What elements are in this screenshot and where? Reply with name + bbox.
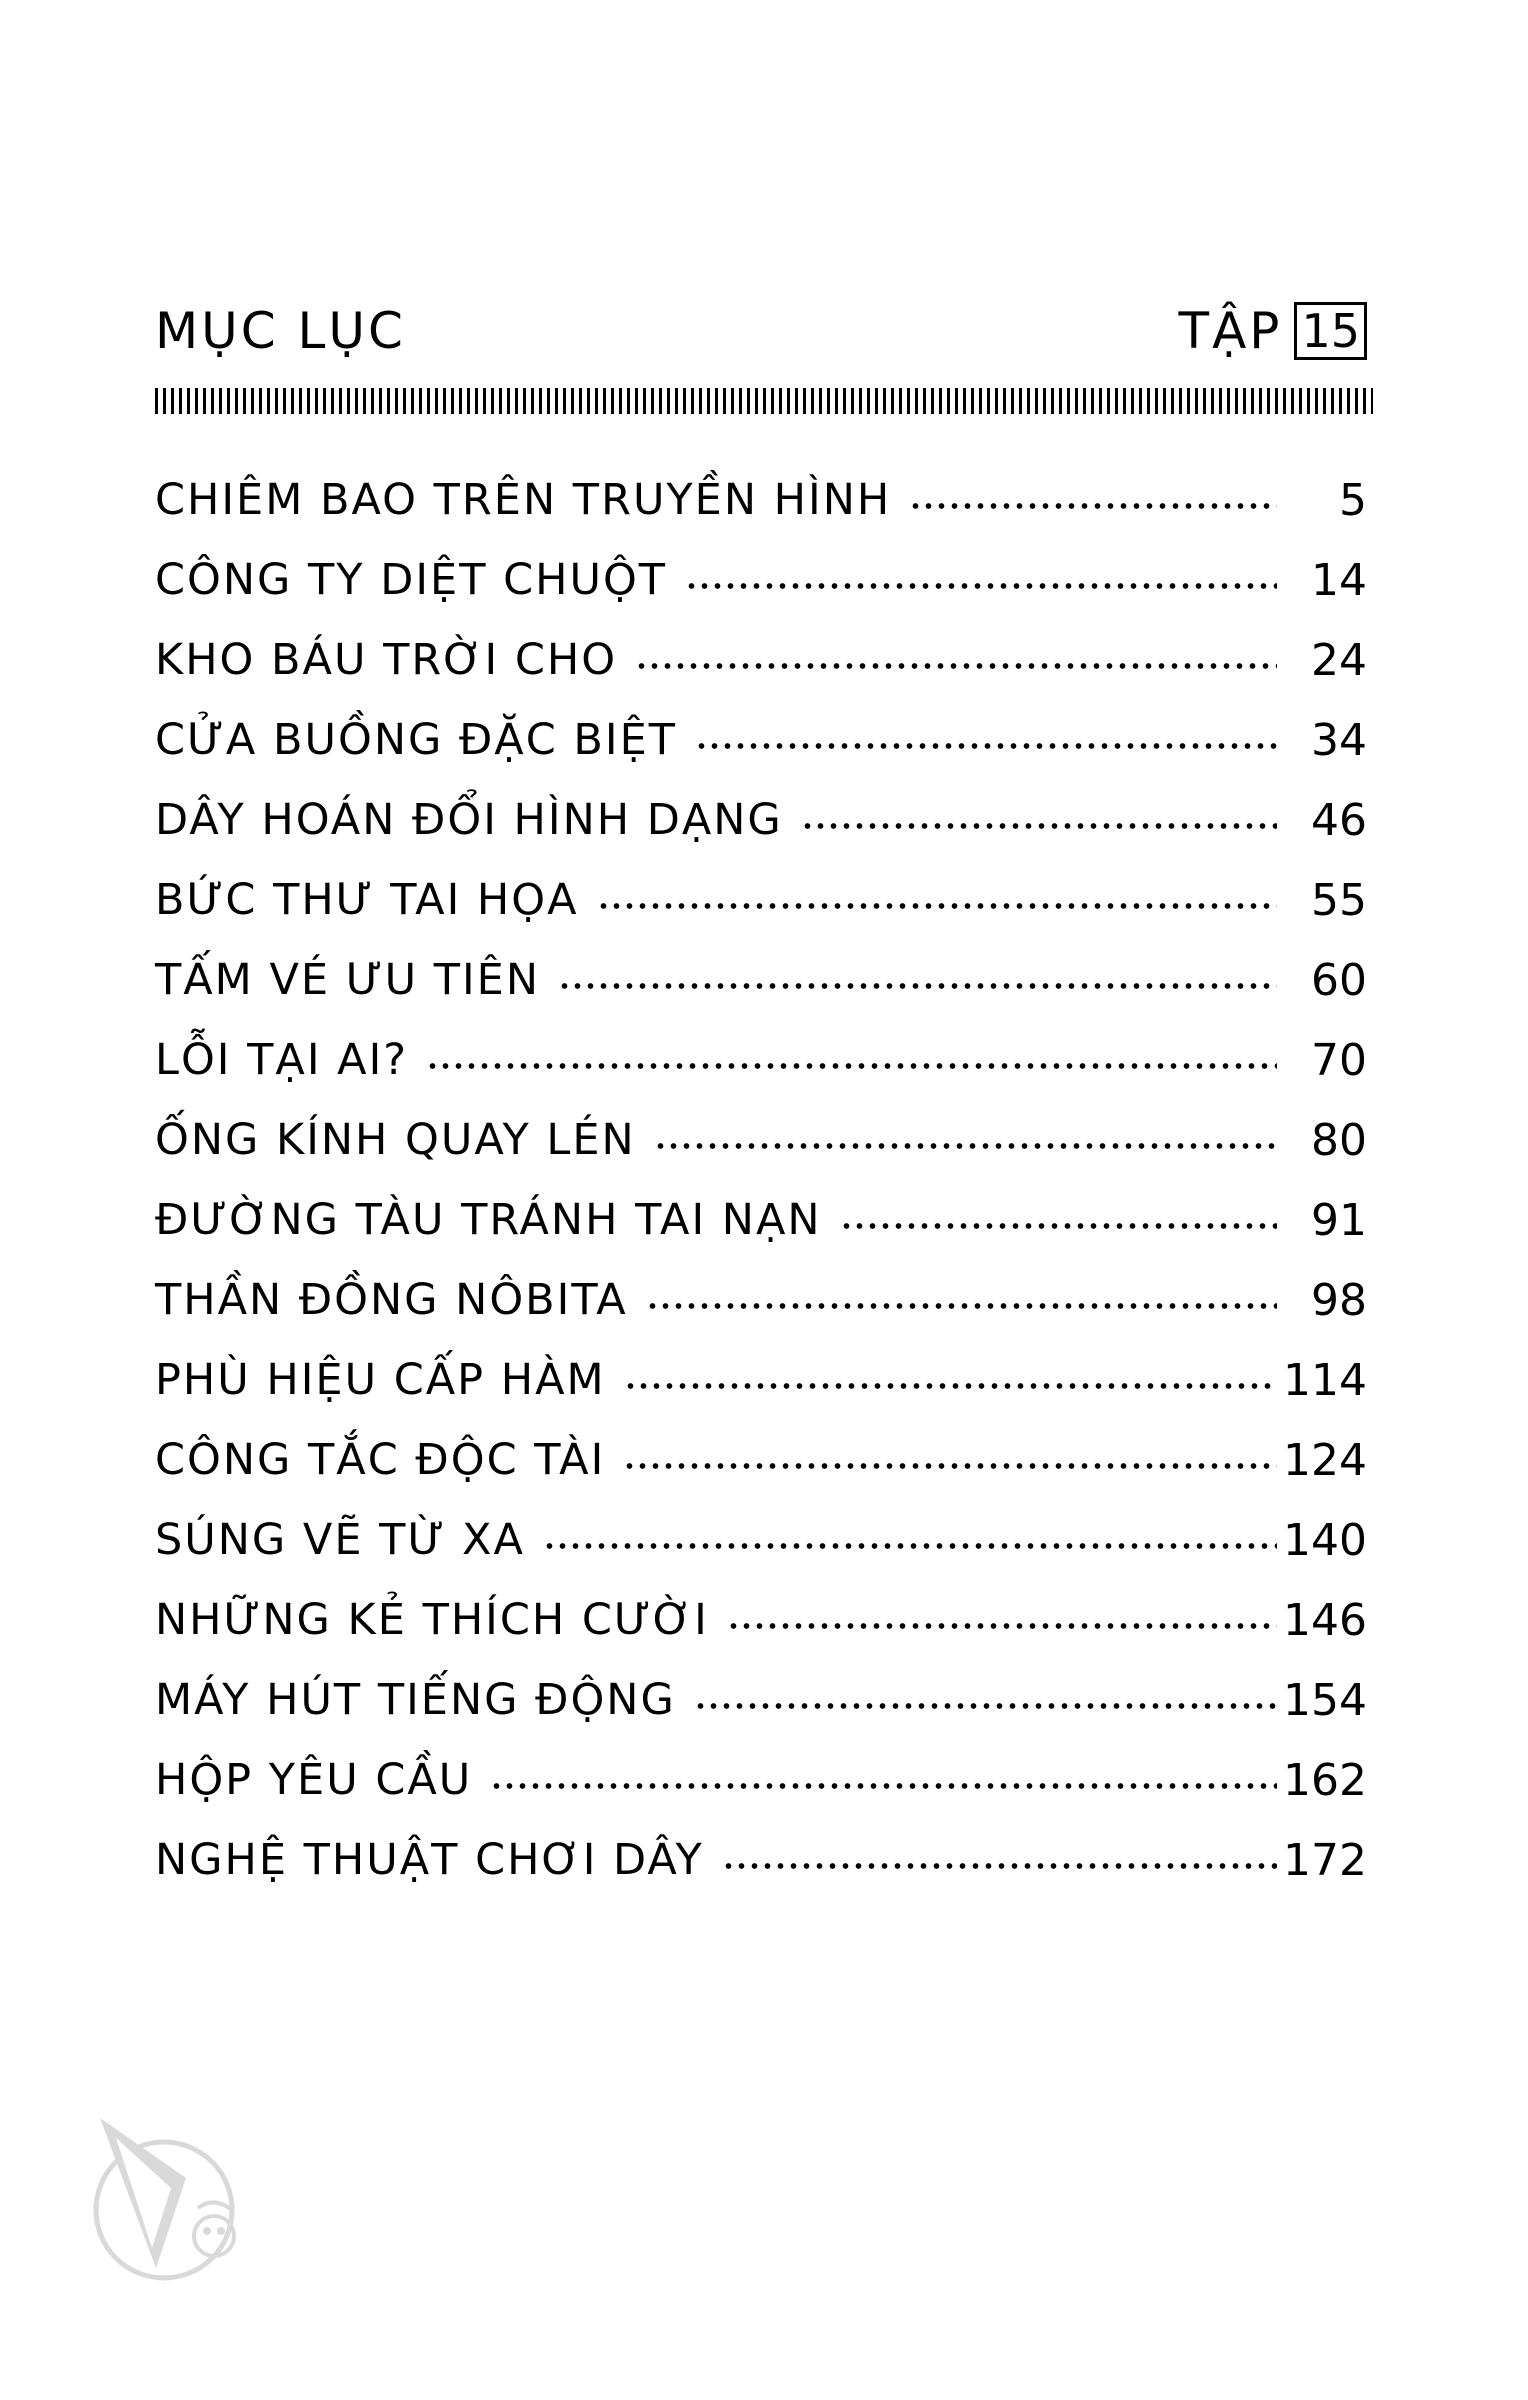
toc-dot-leader <box>685 582 1277 590</box>
toc-entry-page: 5 <box>1339 474 1367 526</box>
toc-entry-page: 146 <box>1283 1594 1367 1646</box>
toc-entry-title: HỘP YÊU CẦU <box>155 1755 473 1805</box>
toc-entry-title: CÔNG TẮC ĐỘC TÀI <box>155 1435 606 1485</box>
toc-entry-title: ĐƯỜNG TÀU TRÁNH TAI NẠN <box>155 1195 822 1245</box>
toc-entry-title: CHIÊM BAO TRÊN TRUYỀN HÌNH <box>155 475 892 525</box>
toc-entry-title: DÂY HOÁN ĐỔI HÌNH DẠNG <box>155 795 783 845</box>
toc-entry <box>155 460 1367 540</box>
toc-entry-title: NGHỆ THUẬT CHƠI DÂY <box>155 1835 704 1885</box>
toc-entry-title: CÔNG TY DIỆT CHUỘT <box>155 555 668 605</box>
volume-number: 15 <box>1294 302 1367 360</box>
toc-list <box>155 460 1367 1900</box>
volume-indicator <box>1179 296 1367 366</box>
toc-dot-leader <box>695 742 1277 750</box>
toc-dot-leader <box>909 502 1277 510</box>
toc-dot-leader <box>654 1142 1277 1150</box>
toc-entry-title: LỖI TẠI AI? <box>155 1035 409 1085</box>
toc-entry <box>155 620 1367 700</box>
toc-entry <box>155 1820 1367 1900</box>
toc-entry-title: MÁY HÚT TIẾNG ĐỘNG <box>155 1675 676 1725</box>
toc-header <box>155 296 1367 366</box>
toc-entry <box>155 700 1367 780</box>
toc-entry <box>155 1340 1367 1420</box>
toc-dot-leader <box>490 1782 1277 1790</box>
toc-entry-page: 140 <box>1283 1514 1367 1566</box>
toc-entry-page: 162 <box>1283 1754 1367 1806</box>
volume-label: TẬP <box>1178 302 1283 360</box>
toc-entry <box>155 1420 1367 1500</box>
toc-entry-page: 14 <box>1311 554 1367 606</box>
toc-entry <box>155 1020 1367 1100</box>
publisher-logo-icon <box>86 2118 256 2288</box>
toc-dot-leader <box>543 1542 1277 1550</box>
toc-entry-page: 55 <box>1311 874 1367 926</box>
toc-entry-title: ỐNG KÍNH QUAY LÉN <box>155 1115 636 1165</box>
toc-entry <box>155 780 1367 860</box>
toc-entry <box>155 1260 1367 1340</box>
toc-entry-page: 154 <box>1283 1674 1367 1726</box>
toc-entry-page: 114 <box>1283 1354 1367 1406</box>
toc-entry-page: 70 <box>1311 1034 1367 1086</box>
toc-entry <box>155 860 1367 940</box>
toc-dot-leader <box>558 982 1277 990</box>
page-title: MỤC LỤC <box>155 302 406 360</box>
toc-entry <box>155 540 1367 620</box>
toc-entry-page: 98 <box>1311 1274 1367 1326</box>
toc-dot-leader <box>624 1382 1277 1390</box>
header-divider <box>155 388 1373 414</box>
toc-entry <box>155 940 1367 1020</box>
toc-dot-leader <box>597 902 1277 910</box>
toc-entry-title: CỬA BUỒNG ĐẶC BIỆT <box>155 715 678 765</box>
toc-dot-leader <box>727 1622 1277 1630</box>
toc-entry <box>155 1740 1367 1820</box>
toc-entry-page: 34 <box>1311 714 1367 766</box>
toc-entry <box>155 1100 1367 1180</box>
toc-entry-title: THẦN ĐỒNG NÔBITA <box>155 1275 628 1325</box>
toc-dot-leader <box>646 1302 1277 1310</box>
toc-entry-page: 80 <box>1311 1114 1367 1166</box>
toc-entry <box>155 1180 1367 1260</box>
toc-entry-title: BỨC THƯ TAI HỌA <box>155 875 579 925</box>
toc-entry-page: 24 <box>1311 634 1367 686</box>
toc-entry-page: 46 <box>1311 794 1367 846</box>
toc-dot-leader <box>635 662 1277 670</box>
toc-entry-title: PHÙ HIỆU CẤP HÀM <box>155 1355 606 1405</box>
toc-dot-leader <box>840 1222 1277 1230</box>
toc-entry <box>155 1660 1367 1740</box>
toc-entry-title: KHO BÁU TRỜI CHO <box>155 635 618 685</box>
toc-dot-leader <box>623 1462 1277 1470</box>
toc-dot-leader <box>801 822 1277 830</box>
toc-entry <box>155 1580 1367 1660</box>
toc-entry-title: SÚNG VẼ TỪ XA <box>155 1515 525 1565</box>
toc-dot-leader <box>722 1862 1277 1870</box>
toc-entry-title: TẤM VÉ ƯU TIÊN <box>155 955 541 1005</box>
toc-entry-page: 60 <box>1311 954 1367 1006</box>
toc-entry <box>155 1500 1367 1580</box>
toc-entry-title: NHỮNG KẺ THÍCH CƯỜI <box>155 1595 709 1645</box>
toc-dot-leader <box>694 1702 1277 1710</box>
toc-entry-page: 91 <box>1311 1194 1367 1246</box>
toc-entry-page: 172 <box>1283 1834 1367 1886</box>
toc-dot-leader <box>426 1062 1277 1070</box>
toc-entry-page: 124 <box>1283 1434 1367 1486</box>
